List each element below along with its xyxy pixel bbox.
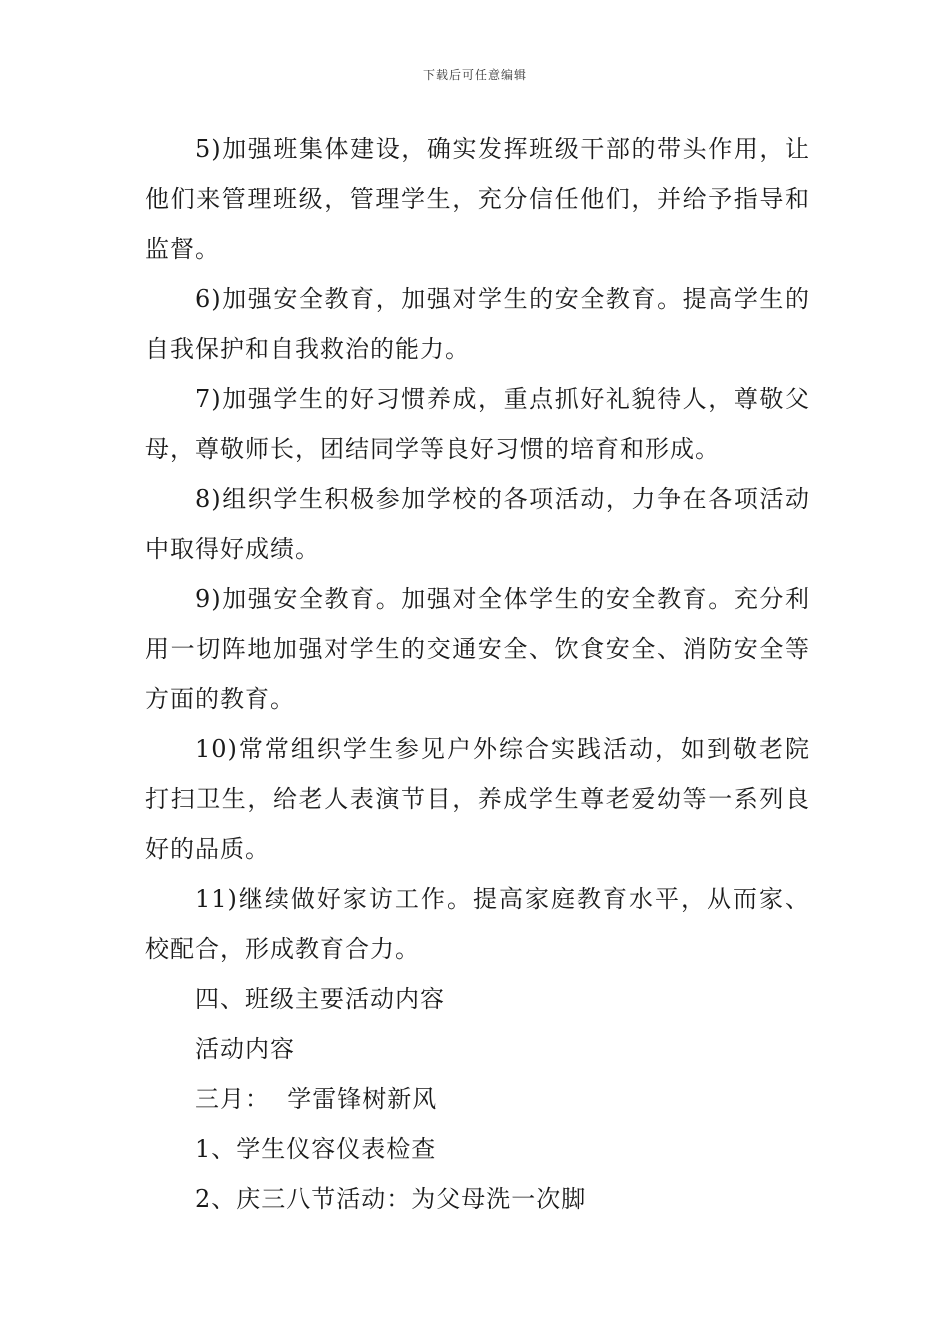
page-header-note: 下载后可任意编辑 <box>422 68 527 82</box>
paragraph-item-10: 10)常常组织学生参见户外综合实践活动，如到敬老院打扫卫生，给老人表演节目，养成学生尊老爱幼等一系列良好的品质。 <box>145 735 810 863</box>
paragraph-item-7: 7)加强学生的好习惯养成，重点抓好礼貌待人，尊敬父母，尊敬师长，团结同学等良好习惯的培育和形成。 <box>145 385 810 463</box>
section-heading: 四、班级主要活动内容 <box>195 985 445 1013</box>
paragraph-item-11: 11)继续做好家访工作。提高家庭教育水平，从而家、校配合，形成教育合力。 <box>145 885 810 963</box>
activity-item-2: 2、庆三八节活动：为父母洗一次脚 <box>195 1185 587 1213</box>
month-theme: 三月： 学雷锋树新风 <box>195 1085 438 1113</box>
paragraph-item-8: 8)组织学生积极参加学校的各项活动，力争在各项活动中取得好成绩。 <box>145 485 810 563</box>
paragraph-item-5: 5)加强班集体建设，确实发挥班级干部的带头作用，让他们来管理班级，管理学生，充分信任他们，并给予指导和监督。 <box>145 135 810 263</box>
document-body <box>145 124 810 1224</box>
activity-item-1: 1、学生仪容仪表检查 <box>195 1135 437 1163</box>
activity-content-label: 活动内容 <box>195 1035 295 1063</box>
paragraph-item-6: 6)加强安全教育，加强对学生的安全教育。提高学生的自我保护和自我救治的能力。 <box>145 285 810 363</box>
paragraph-item-9: 9)加强安全教育。加强对全体学生的安全教育。充分利用一切阵地加强对学生的交通安全、饮食安全、消防安全等方面的教育。 <box>145 585 810 713</box>
